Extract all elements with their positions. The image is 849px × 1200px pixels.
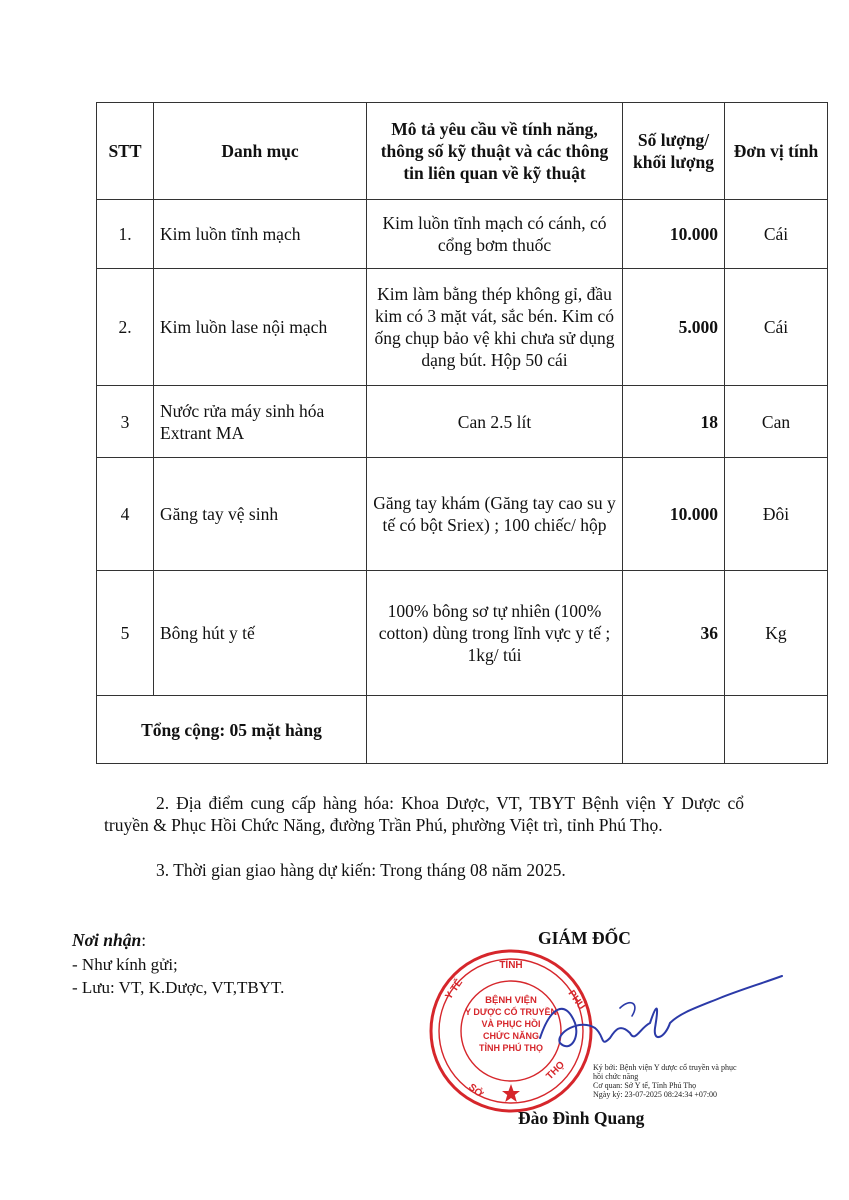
- svg-text:PHÚ: PHÚ: [565, 988, 587, 1013]
- row-stt: 4: [97, 458, 154, 571]
- esign-signed-by: Ký bởi: Bệnh viện Y dược cổ truyền và phục hồi chức năng: [593, 1063, 737, 1081]
- recipient-item: - Như kính gửi;: [72, 955, 178, 974]
- row-unit: Cái: [725, 269, 828, 386]
- row-quantity: 18: [623, 386, 725, 458]
- header-quantity: Số lượng/ khối lượng: [623, 103, 725, 200]
- header-category: Danh mục: [154, 103, 367, 200]
- recipient-item: - Lưu: VT, K.Dược, VT,TBYT.: [72, 978, 285, 997]
- row-name: Găng tay vệ sinh: [154, 458, 367, 571]
- recipients-title: [72, 930, 146, 951]
- header-unit: Đơn vị tính: [725, 103, 828, 200]
- digital-signature-info: [593, 1063, 743, 1099]
- table-row: [97, 386, 828, 458]
- svg-text:VÀ PHỤC HỒI: VÀ PHỤC HỒI: [481, 1019, 541, 1029]
- header-description: Mô tả yêu cầu về tính năng, thông số kỹ thuật và các thông tin liên quan về kỹ thuật: [367, 103, 623, 200]
- row-quantity: 10.000: [623, 458, 725, 571]
- row-description: Kim luồn tĩnh mạch có cánh, có cổng bơm thuốc: [367, 200, 623, 269]
- row-description: Kim làm bằng thép không gỉ, đầu kim có 3 mặt vát, sắc bén. Kim có ống chụp bảo vệ khi chưa sử dụng dạng bút. Hộp 50 cái: [367, 269, 623, 386]
- table-row: [97, 200, 828, 269]
- handwritten-signature: [520, 968, 790, 1068]
- delivery-location-paragraph: 2. Địa điểm cung cấp hàng hóa: Khoa Dược, VT, TBYT Bệnh viện Y Dược cổ truyền & Phục Hồi Chức Năng, đường Trần Phú, phường Việt trì, tỉnh Phú Thọ.: [104, 793, 744, 835]
- table-header-row: [97, 103, 828, 200]
- items-table: [96, 102, 828, 764]
- row-description: Can 2.5 lít: [367, 386, 623, 458]
- total-label: Tổng cộng: 05 mặt hàng: [97, 696, 367, 764]
- row-name: Kim luồn lase nội mạch: [154, 269, 367, 386]
- table-row: [97, 269, 828, 386]
- table-row: [97, 571, 828, 696]
- recipients-title-text: Nơi nhận: [72, 930, 142, 950]
- svg-text:Y DƯỢC CỔ TRUYỀN: Y DƯỢC CỔ TRUYỀN: [465, 1007, 557, 1017]
- svg-text:CHỨC NĂNG: CHỨC NĂNG: [483, 1031, 539, 1041]
- svg-text:Y TẾ: Y TẾ: [443, 977, 466, 1002]
- row-name: Kim luồn tĩnh mạch: [154, 200, 367, 269]
- recipients-title-colon: :: [141, 930, 147, 950]
- svg-text:THỌ: THỌ: [544, 1059, 568, 1083]
- total-empty-cell: [623, 696, 725, 764]
- row-quantity: 10.000: [623, 200, 725, 269]
- row-stt: 5: [97, 571, 154, 696]
- director-title: GIÁM ĐỐC: [538, 928, 631, 948]
- row-description: 100% bông sơ tự nhiên (100% cotton) dùng trong lĩnh vực y tế ; 1kg/ túi: [367, 571, 623, 696]
- svg-text:SỞ: SỞ: [466, 1081, 485, 1101]
- svg-text:TỈNH PHÚ THỌ: TỈNH PHÚ THỌ: [479, 1043, 543, 1053]
- row-name: Bông hút y tế: [154, 571, 367, 696]
- row-stt: 1.: [97, 200, 154, 269]
- row-quantity: 36: [623, 571, 725, 696]
- row-stt: 2.: [97, 269, 154, 386]
- svg-text:TỈNH: TỈNH: [499, 960, 523, 971]
- table-row: [97, 458, 828, 571]
- signer-name: Đào Đình Quang: [518, 1108, 645, 1128]
- row-unit: Kg: [725, 571, 828, 696]
- esign-agency: Cơ quan: Sở Y tế, Tỉnh Phú Thọ: [593, 1081, 697, 1090]
- row-name: Nước rửa máy sinh hóa Extrant MA: [154, 386, 367, 458]
- row-quantity: 5.000: [623, 269, 725, 386]
- row-unit: Can: [725, 386, 828, 458]
- total-empty-cell: [725, 696, 828, 764]
- header-stt: STT: [97, 103, 154, 200]
- total-empty-cell: [367, 696, 623, 764]
- table-total-row: [97, 696, 828, 764]
- esign-date: Ngày ký: 23-07-2025 08:24:34 +07:00: [593, 1090, 718, 1099]
- row-stt: 3: [97, 386, 154, 458]
- row-unit: Đôi: [725, 458, 828, 571]
- row-description: Găng tay khám (Găng tay cao su y tế có bột Sriex) ; 100 chiếc/ hộp: [367, 458, 623, 571]
- svg-text:BỆNH VIỆN: BỆNH VIỆN: [485, 995, 537, 1006]
- delivery-time-paragraph: 3. Thời gian giao hàng dự kiến: Trong tháng 08 năm 2025.: [156, 860, 566, 880]
- row-unit: Cái: [725, 200, 828, 269]
